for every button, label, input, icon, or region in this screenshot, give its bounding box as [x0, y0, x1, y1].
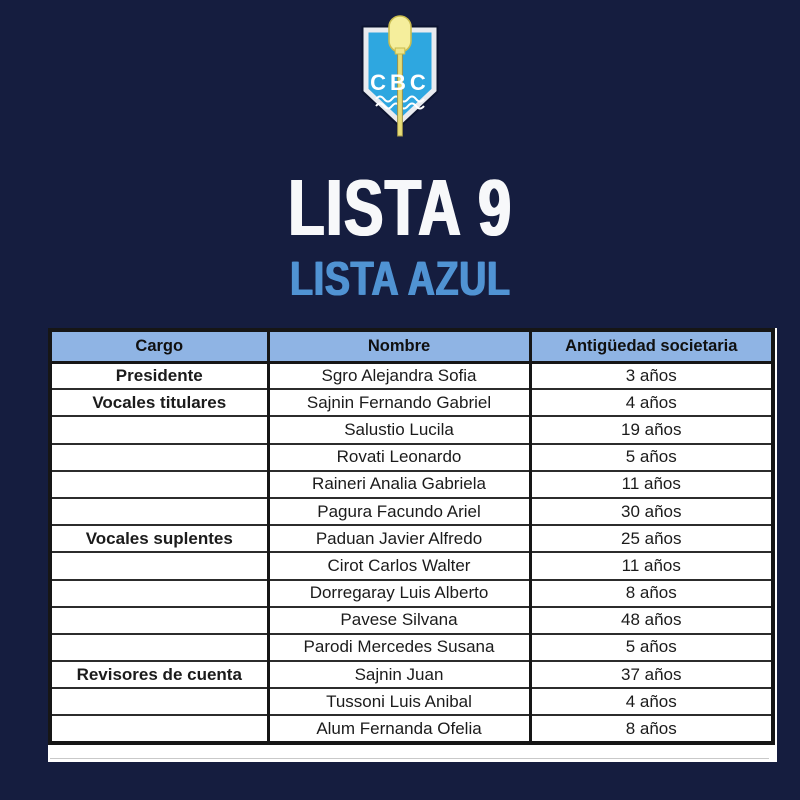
- club-crest-icon: [350, 14, 450, 140]
- cell-nombre: Paduan Javier Alfredo: [268, 525, 530, 552]
- cell-antiguedad: 5 años: [530, 634, 773, 661]
- cell-cargo: [50, 715, 268, 742]
- table-row: [50, 525, 773, 552]
- cell-nombre: Rovati Leonardo: [268, 444, 530, 471]
- cell-cargo: [50, 580, 268, 607]
- table-row: [50, 661, 773, 688]
- subtitle-block: [0, 253, 800, 306]
- cell-nombre: Pavese Silvana: [268, 607, 530, 634]
- table-row: [50, 498, 773, 525]
- cell-nombre: Sgro Alejandra Sofia: [268, 362, 530, 389]
- cell-antiguedad: 3 años: [530, 362, 773, 389]
- cell-antiguedad: 11 años: [530, 471, 773, 498]
- cell-antiguedad: 8 años: [530, 580, 773, 607]
- cell-antiguedad: 25 años: [530, 525, 773, 552]
- cell-nombre: Parodi Mercedes Susana: [268, 634, 530, 661]
- cell-antiguedad: 8 años: [530, 715, 773, 742]
- cell-antiguedad: 4 años: [530, 389, 773, 416]
- cell-nombre: Sajnin Juan: [268, 661, 530, 688]
- table-header-row: [50, 330, 773, 362]
- table-row: [50, 471, 773, 498]
- cell-nombre: Pagura Facundo Ariel: [268, 498, 530, 525]
- cell-nombre: Cirot Carlos Walter: [268, 552, 530, 579]
- cell-antiguedad: 5 años: [530, 444, 773, 471]
- oar-blade-icon: [389, 16, 411, 52]
- table-row: [50, 688, 773, 715]
- cell-cargo: [50, 498, 268, 525]
- cell-cargo: [50, 634, 268, 661]
- page-title: LISTA 9: [287, 163, 513, 252]
- cell-nombre: Alum Fernanda Ofelia: [268, 715, 530, 742]
- board-table-container: [48, 328, 777, 762]
- table-row: [50, 552, 773, 579]
- cell-nombre: Salustio Lucila: [268, 416, 530, 443]
- cell-cargo: Presidente: [50, 362, 268, 389]
- page-subtitle: LISTA AZUL: [289, 253, 511, 306]
- cell-cargo: [50, 416, 268, 443]
- club-initials: CBC: [370, 70, 430, 95]
- cell-cargo: [50, 688, 268, 715]
- cell-cargo: Vocales suplentes: [50, 525, 268, 552]
- cell-cargo: [50, 471, 268, 498]
- table-row: [50, 634, 773, 661]
- cell-nombre: Dorregaray Luis Alberto: [268, 580, 530, 607]
- oar-collar-icon: [395, 48, 405, 54]
- cell-antiguedad: 11 años: [530, 552, 773, 579]
- cell-antiguedad: 37 años: [530, 661, 773, 688]
- board-table: [48, 328, 775, 745]
- table-body: [50, 362, 773, 743]
- table-row: [50, 389, 773, 416]
- cell-cargo: [50, 552, 268, 579]
- cell-nombre: Tussoni Luis Anibal: [268, 688, 530, 715]
- club-logo: [0, 14, 800, 140]
- partial-row-divider: [50, 758, 769, 759]
- title-block: [0, 163, 800, 252]
- table-row: [50, 715, 773, 742]
- cell-antiguedad: 4 años: [530, 688, 773, 715]
- col-header-nombre: Nombre: [268, 330, 530, 362]
- cell-cargo: [50, 607, 268, 634]
- cell-antiguedad: 48 años: [530, 607, 773, 634]
- col-header-antiguedad: Antigüedad societaria: [530, 330, 773, 362]
- cell-antiguedad: 19 años: [530, 416, 773, 443]
- cell-nombre: Raineri Analia Gabriela: [268, 471, 530, 498]
- table-row: [50, 580, 773, 607]
- cell-cargo: Vocales titulares: [50, 389, 268, 416]
- col-header-cargo: Cargo: [50, 330, 268, 362]
- cell-cargo: Revisores de cuenta: [50, 661, 268, 688]
- cell-cargo: [50, 444, 268, 471]
- table-row: [50, 362, 773, 389]
- table-row: [50, 607, 773, 634]
- cell-nombre: Sajnin Fernando Gabriel: [268, 389, 530, 416]
- table-row: [50, 416, 773, 443]
- cell-antiguedad: 30 años: [530, 498, 773, 525]
- table-row: [50, 444, 773, 471]
